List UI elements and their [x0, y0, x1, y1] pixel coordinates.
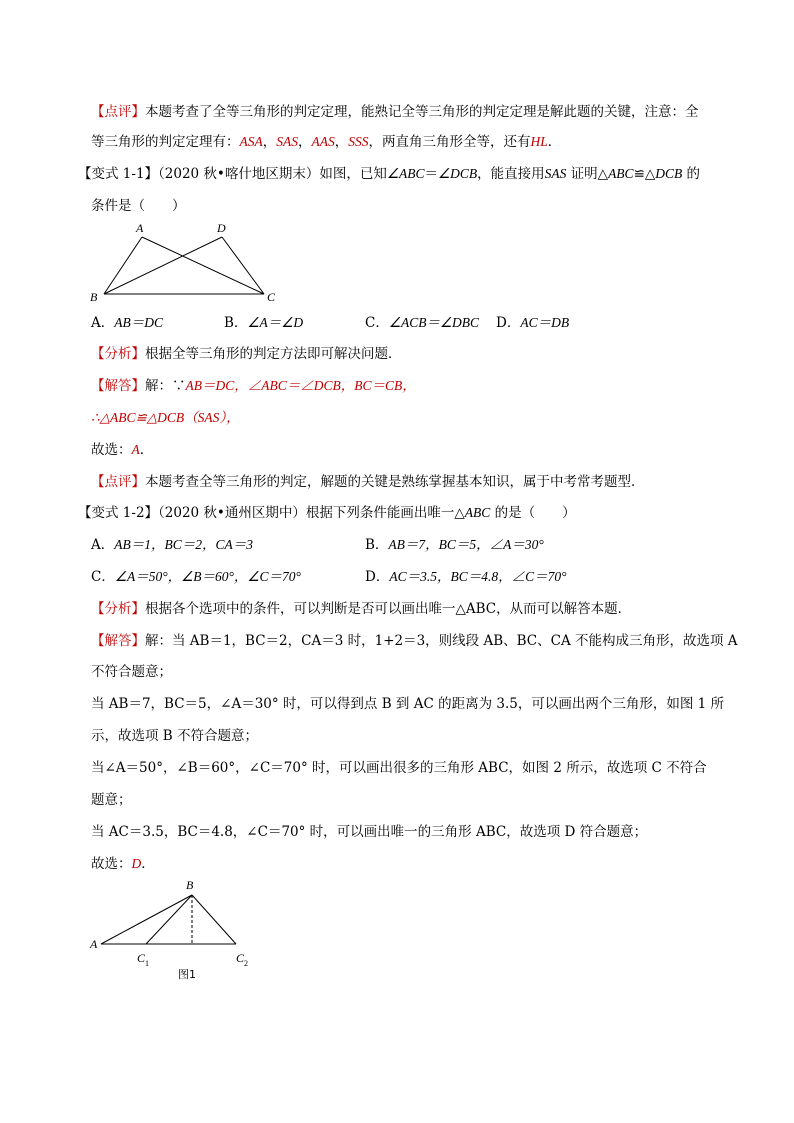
variant2-answer-line4: 示，故选项 B 不符合题意； [91, 728, 259, 744]
triangle-abc: ABC [608, 166, 634, 181]
variant2-answer-line2: 不符合题意； [91, 664, 172, 680]
option-prefix: C． [365, 315, 389, 331]
segment-ab [101, 895, 192, 944]
variant2-answer-line6: 题意； [91, 792, 132, 808]
option-text: ∠A＝50°，∠B＝60°，∠C＝70° [114, 569, 301, 584]
variant1-source: （2020 秋•喀什地区期末）如图，已知 [158, 166, 387, 182]
sas-term: SAS [544, 166, 567, 181]
variant1-tail: 的 [682, 166, 701, 182]
answer-text: 解：当 AB＝1，BC＝2，CA＝3 时，1+2＝3，则线段 AB、BC、CA 不能构成三角形，故选项 A [145, 633, 738, 649]
option-prefix: A． [91, 315, 115, 331]
variant2-tag: 【变式 1-2】 [78, 505, 159, 521]
option-prefix: B． [224, 315, 248, 331]
choose-label: 故选： [91, 442, 132, 458]
variant2-answer-line5: 当∠A＝50°，∠B＝60°，∠C＝70° 时，可以画出很多的三角形 ABC，如图 2 所示，故选项 C 不符合 [91, 760, 707, 776]
option-text: AC＝DB [520, 315, 570, 330]
option-prefix: C． [91, 569, 115, 585]
option-text: ∠ACB＝∠DBC [388, 315, 480, 330]
option-prefix: D． [365, 569, 390, 585]
option-text: AC＝3.5，BC＝4.8，∠C＝70° [389, 569, 567, 584]
comment1-tag: 【点评】 [91, 104, 145, 120]
triangle-abc: ABC [464, 505, 491, 520]
variant2-source: （2020 秋•通州区期中）根据下列条件能画出唯一△ [158, 505, 465, 521]
label-a: A [90, 937, 98, 951]
variant2-choose: 故选：D． [91, 856, 155, 872]
triangle-dcb: DCB [655, 166, 683, 181]
variant2-answer-line3: 当 AB＝7，BC＝5，∠A＝30° 时，可以得到点 B 到 AC 的距离为 3.5，可以画出两个三角形，如图 1 所 [91, 696, 725, 712]
option-text: AB＝1，BC＝2，CA＝3 [114, 537, 253, 552]
segment-bc2 [192, 895, 236, 944]
label-c1: C [137, 951, 146, 965]
variant1-choose: 故选：A． [91, 442, 154, 458]
label-c: C [267, 290, 276, 304]
period: ． [547, 134, 562, 150]
figure1-caption: 图1 [178, 968, 196, 981]
aas-term: AAS [311, 134, 335, 149]
label-c1-sub: 1 [145, 959, 149, 968]
variant1-tag: 【变式 1-1】 [78, 166, 159, 182]
label-d: D [217, 221, 226, 235]
comment1-text3: ，两直角三角形全等，还有 [368, 134, 531, 150]
sas-term: SAS [276, 134, 298, 149]
angle-dcb: ∠DCB [438, 166, 478, 181]
label-a: A [136, 221, 144, 235]
analysis-tag: 【分析】 [91, 601, 145, 617]
option-prefix: B． [365, 537, 389, 553]
equals: ＝ [424, 166, 439, 182]
congruent-sign: ≌△ [633, 166, 656, 182]
choose-value: A [131, 442, 140, 457]
answer-text: AB＝DC，∠ABC＝∠DCB，BC＝CB， [185, 378, 416, 393]
variant1-mid: ，能直接用 [477, 166, 545, 182]
variant2-answer-line7: 当 AC＝3.5，BC＝4.8，∠C＝70° 时，可以画出唯一的三角形 ABC，故选项 D 符合题意； [91, 824, 648, 840]
comment-text: 本题考查全等三角形的判定，解题的关键是熟练掌握基本知识，属于中考常考题型． [145, 474, 645, 490]
choose-label: 故选： [91, 856, 132, 872]
comment-tag: 【点评】 [91, 474, 145, 490]
option-prefix: D． [496, 315, 521, 331]
option-text: ∠A＝∠D [247, 315, 304, 330]
label-c2-sub: 2 [244, 959, 248, 968]
label-b: B [90, 290, 98, 304]
answer-tag: 【解答】 [91, 633, 145, 649]
separator: ， [334, 134, 349, 150]
label-b: B [186, 878, 194, 892]
hl-term: HL [530, 134, 548, 149]
answer-text: ∴△ABC≌△DCB（SAS）， [91, 410, 240, 425]
separator: ， [298, 134, 312, 150]
analysis-text: 根据全等三角形的判定方法即可解决问题． [145, 346, 402, 362]
analysis-tag: 【分析】 [91, 346, 145, 362]
segment-bc1 [146, 895, 192, 944]
answer-pre: 解：∵ [145, 378, 186, 394]
separator: ， [262, 134, 277, 150]
angle-abc: ∠ABC [386, 166, 425, 181]
comment1-text2: 等三角形的判定定理有： [91, 134, 240, 150]
variant1-question-line2: 条件是（ ） [91, 198, 186, 214]
label-c2: C [236, 951, 245, 965]
option-text: AB＝DC [114, 315, 163, 330]
choose-value: D [131, 856, 142, 871]
sss-term: SSS [348, 134, 369, 149]
answer-tag: 【解答】 [91, 378, 145, 394]
option-text: AB＝7，BC＝5，∠A＝30° [388, 537, 544, 552]
analysis-text: 根据各个选项中的条件，可以判断是否可以画出唯一△ABC，从而可以解答本题． [145, 601, 632, 617]
option-prefix: A． [91, 537, 115, 553]
asa-term: ASA [239, 134, 263, 149]
variant1-prove: 证明△ [566, 166, 609, 182]
variant2-tail: 的是（ ） [490, 505, 576, 521]
comment1-text1: 本题考查了全等三角形的判定定理，能熟记全等三角形的判定定理是解此题的关键，注意：全 [145, 104, 699, 120]
